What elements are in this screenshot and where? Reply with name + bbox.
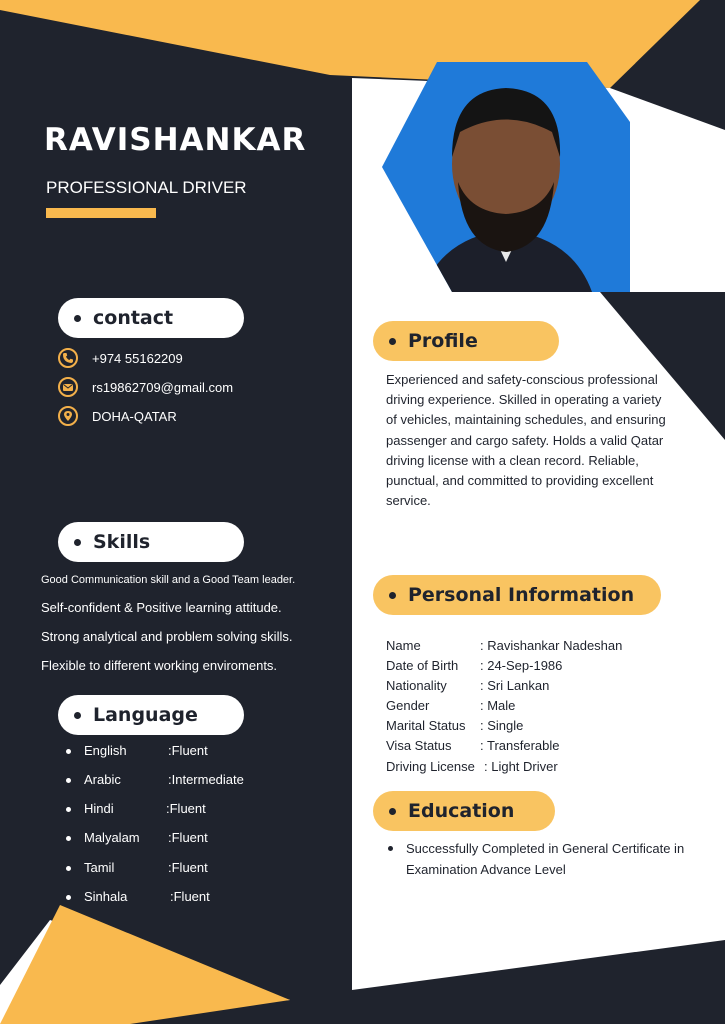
- language-name: Tamil: [84, 860, 115, 875]
- candidate-role: PROFESSIONAL DRIVER: [46, 178, 247, 197]
- education-heading: [373, 791, 555, 831]
- language-name: Malyalam: [84, 830, 140, 845]
- info-key: Nationality: [386, 678, 447, 693]
- skills-heading-label: Skills: [93, 531, 151, 553]
- bullet: [66, 807, 71, 812]
- skill-item: Self-confident & Positive learning attitude.: [41, 600, 282, 615]
- role-underline: [46, 208, 156, 218]
- info-value: : Single: [480, 718, 524, 733]
- bullet: [66, 866, 71, 871]
- email-icon: [58, 377, 78, 397]
- bullet: [388, 846, 393, 851]
- info-key: Gender: [386, 698, 430, 713]
- language-name: Sinhala: [84, 889, 128, 904]
- info-key: Name: [386, 638, 421, 653]
- heading-bullet: [74, 315, 81, 322]
- heading-bullet: [389, 808, 396, 815]
- phone-icon: [58, 348, 78, 368]
- contact-heading-label: contact: [93, 307, 174, 329]
- contact-heading: [58, 298, 244, 338]
- language-level: :Fluent: [170, 889, 210, 904]
- personal-info-heading: [373, 575, 661, 615]
- profile-heading-label: Profile: [408, 330, 478, 352]
- contact-email: [58, 377, 233, 397]
- profile-heading: [373, 321, 559, 361]
- language-level: :Fluent: [168, 860, 208, 875]
- personal-info-heading-label: Personal Information: [408, 584, 635, 606]
- language-level: :Intermediate: [168, 772, 244, 787]
- info-value: : Male: [480, 698, 516, 713]
- info-value: : Transferable: [480, 738, 560, 753]
- education-text: Successfully Completed in General Certificate in Examination Advance Level: [406, 841, 685, 877]
- skill-item: Good Communication skill and a Good Team leader.: [41, 574, 296, 586]
- info-key: Visa Status: [386, 738, 452, 753]
- info-value: : Sri Lankan: [480, 678, 550, 693]
- bullet: [66, 836, 71, 841]
- language-level: :Fluent: [168, 743, 208, 758]
- contact-location: [58, 406, 177, 426]
- language-name: Arabic: [84, 772, 121, 787]
- language-heading-label: Language: [93, 704, 198, 726]
- skill-item: Strong analytical and problem solving skills.: [41, 629, 293, 644]
- profile-photo: [382, 62, 630, 292]
- info-value: : Light Driver: [484, 759, 558, 774]
- language-level: :Fluent: [166, 801, 206, 816]
- phone-text: +974 55162209: [92, 350, 183, 366]
- skills-heading: [58, 522, 244, 562]
- bullet: [66, 749, 71, 754]
- bullet: [66, 895, 71, 900]
- language-name: English: [84, 743, 127, 758]
- location-text: DOHA-QATAR: [92, 408, 177, 424]
- info-key: Driving License: [386, 759, 475, 774]
- info-key: Date of Birth: [386, 658, 459, 673]
- heading-bullet: [389, 592, 396, 599]
- language-heading: [58, 695, 244, 735]
- candidate-name: RAVISHANKAR: [44, 122, 307, 158]
- language-name: Hindi: [84, 801, 114, 816]
- language-level: :Fluent: [168, 830, 208, 845]
- bullet: [66, 778, 71, 783]
- info-value: : 24-Sep-1986: [480, 658, 563, 673]
- info-key: Marital Status: [386, 718, 466, 733]
- education-heading-label: Education: [408, 800, 515, 822]
- location-icon: [58, 406, 78, 426]
- info-value: : Ravishankar Nadeshan: [480, 638, 623, 653]
- contact-phone: [58, 348, 183, 368]
- heading-bullet: [74, 539, 81, 546]
- heading-bullet: [389, 338, 396, 345]
- profile-summary: Experienced and safety-conscious professional driving experience. Skilled in operating a variety of vehicles, maintaining schedules, and ensuring passenger and cargo safety. Holds a valid Qatar driving license with a clean record. Reliable, punctual, and committed to providing excellent service.: [386, 372, 666, 509]
- skill-item: Flexible to different working enviroments.: [41, 658, 278, 673]
- email-text: rs19862709@gmail.com: [92, 379, 234, 395]
- heading-bullet: [74, 712, 81, 719]
